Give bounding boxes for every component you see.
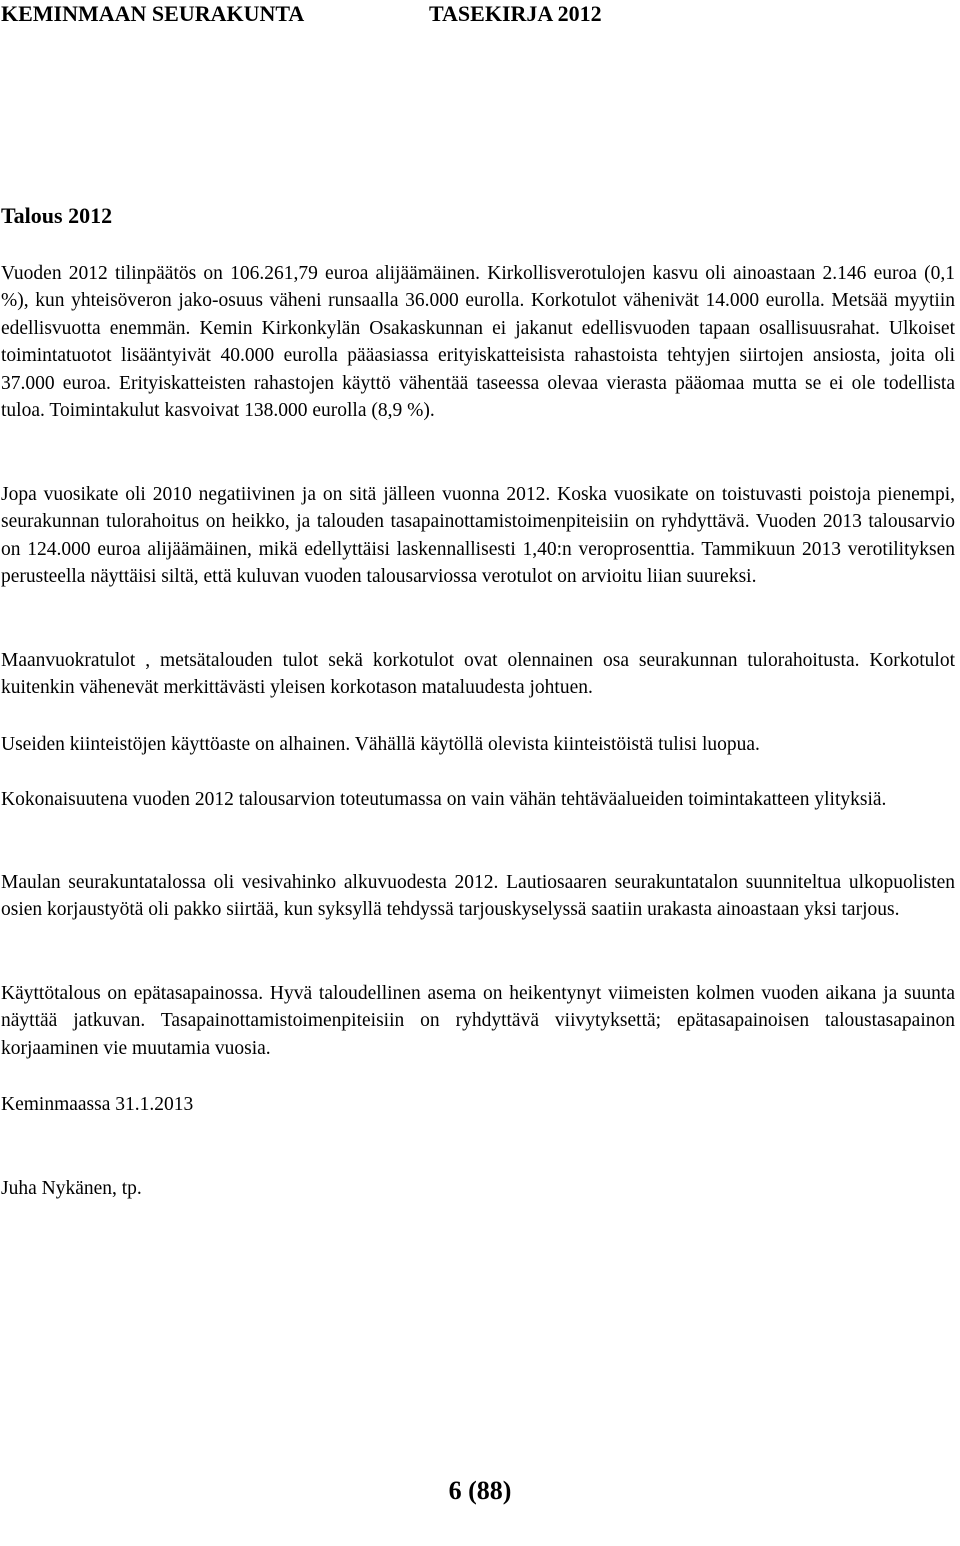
paragraph-building-repairs: Maulan seurakuntatalossa oli vesivahinko alkuvuodesta 2012. Lautiosaaren seurakuntatalon suunniteltua ulkopuolisten osien korjaustyötä oli pakko siirtää, kun syksyllä tehdyssä tarjouskyselyssä saatiin urakasta ainoastaan yksi tarjous.	[1, 872, 955, 921]
paragraph-annual-margin: Jopa vuosikate oli 2010 negatiivinen ja on sitä jälleen vuonna 2012. Koska vuosikate on toistuvasti poistoja pienempi, seurakunnan tulorahoitus on heikko, ja talouden tasapainottamistoimenpiteisiin on ryhdyttävä. Vuoden 2013 talousarvio on 124.000 euroa alijäämäinen, mikä edellyttäisi laskennallisesti 1,40:n veroprosenttia. Tammikuun 2013 verotilityksen perusteella näyttäisi siltä, että kuluvan vuoden talousarviossa verotulot on arvioitu liian suureksi.	[1, 484, 955, 588]
paragraph-budget-realization: Kokonaisuutena vuoden 2012 talousarvion toteutumassa on vain vähän tehtäväalueiden toimintakatteen ylityksiä.	[1, 789, 887, 810]
page-number: 6 (88)	[448, 1476, 512, 1505]
paragraph-overview: Vuoden 2012 tilinpäätös on 106.261,79 euroa alijäämäinen. Kirkollisverotulojen kasvu oli ainoastaan 2.146 euroa (0,1 %), kun yhteisöveron jako-osuus väheni runsaalla 36.000 eurolla. Korkotulot vähenivät 14.000 eurolla. Metsää myytiin edellisvuotta enemmän. Kemin Kirkonkylän Osakaskunnan ei jakanut edellisvuoden tapaan osallisuusrahat. Ulkoiset toimintatuotot lisääntyivät 40.000 eurolla pääasiassa erityiskatteisista rahastoista tehtyjen siirtojen ansiosta, joita oli 37.000 euroa. Erityiskatteisten rahastojen käyttö vähentää taseessa olevaa vierasta pääomaa mutta se ei ole todellista tuloa. Toimintakulut kasvoivat 138.000 eurolla (8,9 %).	[1, 263, 955, 422]
signoff-signer: Juha Nykänen, tp.	[1, 1178, 142, 1199]
paragraph-property-usage: Useiden kiinteistöjen käyttöaste on alhainen. Vähällä käytöllä olevista kiinteistöistä tulisi luopua.	[1, 734, 760, 755]
paragraph-income-sources: Maanvuokratulot , metsätalouden tulot sekä korkotulot ovat olennainen osa seurakunnan tulorahoitusta. Korkotulot kuitenkin vähenevät merkittävästi yleisen korkotason mataluudesta johtuen.	[1, 650, 955, 699]
header-organization: KEMINMAAN SEURAKUNTA	[1, 1, 305, 26]
paragraph-conclusion: Käyttötalous on epätasapainossa. Hyvä taloudellinen asema on heikentynyt viimeisten kolmen vuoden aikana ja suunta näyttää jatkuvan. Tasapainottamistoimenpiteisiin on ryhdyttävä viivytyksettä; epätasapainoisen taloustasapainon korjaaminen vie muutamia vuosia.	[1, 983, 955, 1059]
header-document-title: TASEKIRJA 2012	[429, 1, 602, 26]
section-title: Talous 2012	[1, 203, 113, 228]
signoff-place-date: Keminmaassa 31.1.2013	[1, 1094, 194, 1115]
